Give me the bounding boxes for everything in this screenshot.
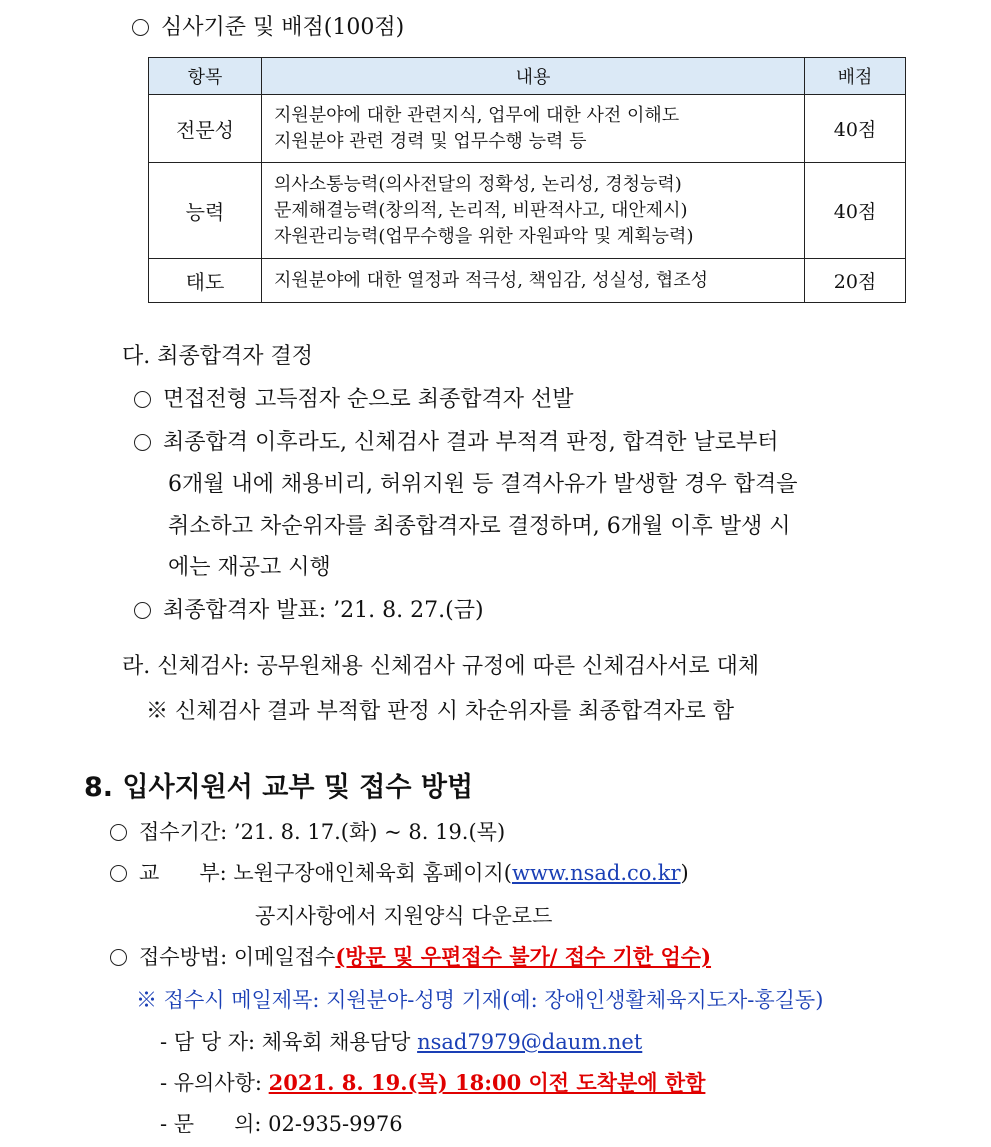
list-item: 접수방법: 이메일접수(방문 및 우편접수 불가/ 접수 기한 엄수) <box>110 941 711 971</box>
table-cell-score: 40점 <box>805 163 906 259</box>
table-header-row <box>149 58 906 95</box>
circle-bullet-icon <box>110 824 127 841</box>
table-row <box>149 163 906 259</box>
list-item-continuation: 공지사항에서 지원양식 다운로드 <box>255 904 553 928</box>
list-item-continuation: 에는 재공고 시행 <box>168 555 331 580</box>
table-row <box>149 95 906 163</box>
table-cell-category: 태도 <box>149 259 262 303</box>
list-item: 면접전형 고득점자 순으로 최종합격자 선발 <box>134 382 574 413</box>
contact-line: - 담 당 자: 체육회 채용담당 nsad7979@daum.net <box>160 1030 643 1054</box>
circle-bullet-icon <box>110 949 127 966</box>
deadline-warning: 2021. 8. 19.(목) 18:00 이전 도착분에 한함 <box>268 1070 706 1095</box>
section-8-title: 8. 입사지원서 교부 및 접수 방법 <box>84 772 474 803</box>
table-cell-content: 지원분야에 대한 관련지식, 업무에 대한 사전 이해도 지원분야 관련 경력 및 업무수행 능력 등 <box>262 95 805 163</box>
circle-bullet-icon <box>132 19 149 36</box>
table-row <box>149 259 906 303</box>
circle-bullet-icon <box>134 391 151 408</box>
section-ra-note: ※ 신체검사 결과 부적합 판정 시 차순위자를 최종합격자로 함 <box>146 699 734 724</box>
circle-bullet-icon <box>134 602 151 619</box>
table-header: 항목 <box>149 58 262 95</box>
notice-line: - 유의사항: 2021. 8. 19.(목) 18:00 이전 도착분에 한함 <box>160 1070 706 1095</box>
mail-subject-note: ※ 접수시 메일제목: 지원분야-성명 기재(예: 장애인생활체육지도자-홍길동) <box>136 988 824 1012</box>
list-item: 교 부: 노원구장애인체육회 홈페이지(www.nsad.co.kr) <box>110 857 689 887</box>
circle-bullet-icon <box>110 865 127 882</box>
table-cell-content: 지원분야에 대한 열정과 적극성, 책임감, 성실성, 협조성 <box>262 259 805 303</box>
method-warning: (방문 및 우편접수 불가/ 접수 기한 엄수) <box>335 944 712 969</box>
inquiry-line: - 문 의: 02-935-9976 <box>160 1112 403 1136</box>
circle-bullet-icon <box>134 434 151 451</box>
list-item-continuation: 취소하고 차순위자를 최종합격자로 결정하며, 6개월 이후 발생 시 <box>168 514 791 539</box>
table-header: 내용 <box>262 58 805 95</box>
table-cell-content: 의사소통능력(의사전달의 정확성, 논리성, 경청능력) 문제해결능력(창의적, 논리적, 비판적사고, 대안제시) 자원관리능력(업무수행을 위한 자원파악 및 계획능력) <box>262 163 805 259</box>
section-ra-title: 라. 신체검사: 공무원채용 신체검사 규정에 따른 신체검사서로 대체 <box>122 654 760 679</box>
table-cell-category: 전문성 <box>149 95 262 163</box>
table-cell-category: 능력 <box>149 163 262 259</box>
homepage-link[interactable]: www.nsad.co.kr <box>511 861 681 885</box>
table-cell-score: 20점 <box>805 259 906 303</box>
section-da-title: 다. 최종합격자 결정 <box>122 344 313 369</box>
list-item: 최종합격자 발표: ’21. 8. 27.(금) <box>134 593 484 624</box>
list-item-continuation: 6개월 내에 채용비리, 허위지원 등 결격사유가 발생할 경우 합격을 <box>168 472 798 497</box>
criteria-table <box>148 57 906 303</box>
criteria-heading: 심사기준 및 배점(100점) <box>132 10 404 41</box>
table-header: 배점 <box>805 58 906 95</box>
contact-email-link[interactable]: nsad7979@daum.net <box>417 1030 643 1054</box>
list-item: 접수기간: ’21. 8. 17.(화) ~ 8. 19.(목) <box>110 816 505 846</box>
list-item: 최종합격 이후라도, 신체검사 결과 부적격 판정, 합격한 날로부터 <box>134 425 779 456</box>
table-cell-score: 40점 <box>805 95 906 163</box>
